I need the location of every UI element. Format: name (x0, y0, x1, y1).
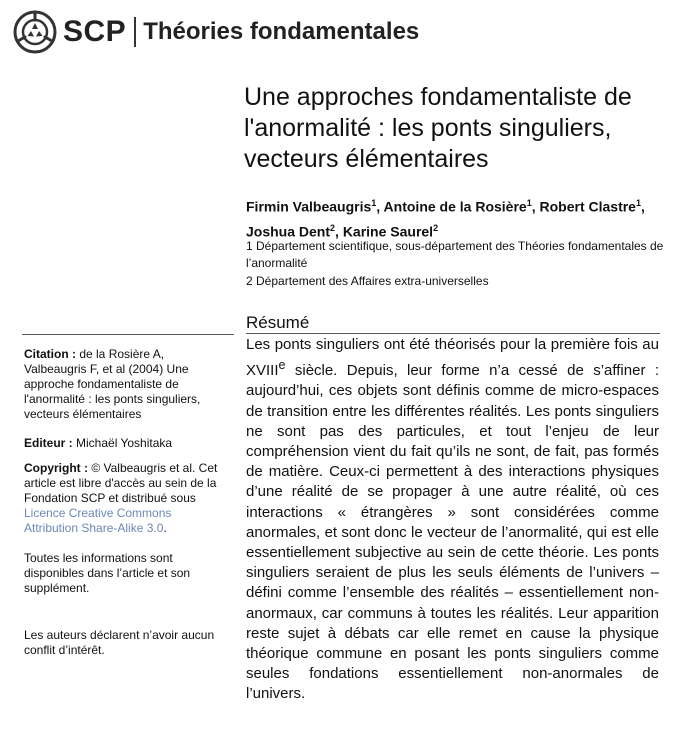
header-separator (134, 17, 136, 47)
copyright-block (24, 461, 224, 536)
editor-name: Michaël Yoshitaka (72, 436, 173, 450)
abstract-text-part: siècle. Depuis, leur forme n’a cessé de s’affiner : aujourd’hui, ces objets sont définis comme de micro-espaces de transition entre les différentes réalités. Les ponts singuliers ne sont pas des particules, et tout l’enjeu de leur compréhension vient du fait qu’ils ne sont, de fait, pas formés de matière. Ceux-ci permettent à des interactions physiques d’une réalité de se propager à une autre réalité, où ces interactions « étrangères » sont considérées comme anormales, et sont donc le vecteur de l’anormalité, qui est elle essentiellement subjective au sein de cette théorie. Les ponts singuliers seraient de plus les seuls éléments de l’univers – défini comme l’ensemble des réalités – essentiellement non-anormaux, car communs à toutes les réalités. Leur apparition reste sujet à débats car elle remet en cause la physique théorique commune en posant les ponts singuliers comme seules fondations essentiellement non-anormales de l’univers. (246, 362, 659, 703)
citation-block (24, 347, 224, 422)
sidebar-divider (22, 334, 234, 335)
century-superscript: e (278, 358, 286, 373)
abstract-divider (246, 333, 660, 334)
citation-label: Citation : (24, 347, 76, 361)
article-title: Une approches fondamentaliste de l'anormalité : les ponts singuliers, vecteurs élémentaires (244, 83, 632, 173)
author-name: Robert Clastre (539, 198, 636, 215)
scp-logo-icon (13, 10, 57, 54)
abstract-text (246, 335, 659, 705)
author-name: Firmin Valbeaugris (246, 198, 372, 215)
author-affiliation: 2 (330, 222, 336, 233)
author-affiliation: 1 (371, 198, 377, 208)
license-link[interactable]: Licence Creative Commons Attribution Share-Alike 3.0 (24, 506, 172, 535)
affiliation-item: 2 Département des Affaires extra-universelles (246, 274, 489, 288)
author-name: Karine Saurel (342, 223, 434, 240)
affiliations (246, 238, 666, 291)
author-affiliation: 2 (433, 222, 439, 233)
author-affiliation: 1 (635, 198, 641, 208)
conflict-note: Les auteurs déclarent n’avoir aucun conflit d’intérêt. (24, 628, 215, 657)
site-header (13, 10, 419, 54)
copyright-end: . (163, 521, 167, 535)
author-name: Joshua Dent (246, 223, 331, 240)
copyright-text: © Valbeaugris et al. Cet article est libre d'accès au sein de la Fondation SCP et distribué sous (24, 461, 218, 505)
author-affiliation: 1 (526, 198, 532, 208)
editor-block (24, 436, 224, 451)
author-name: Antoine de la Rosière (383, 198, 527, 215)
author-list: Firmin Valbeaugris$^1$, Antoine de la Rosière$^1$, Robert Clastre$^1$, Joshua Dent$^2$, Karine Saurel$^2$ (246, 198, 645, 240)
editor-label: Editeur : (24, 436, 73, 450)
copyright-label: Copyright : (24, 461, 88, 475)
brand-name[interactable]: SCP (63, 15, 127, 48)
affiliation-item: 1 Département scientifique, sous-département des Théories fondamentales de l’anormalité (246, 239, 664, 270)
abstract-text-part: Les ponts singuliers ont été théorisés pour la première fois au XVIII (246, 336, 659, 380)
availability-note: Toutes les informations sont disponibles dans l’article et son supplément. (24, 551, 191, 595)
section-title: Théories fondamentales (143, 18, 420, 45)
citation-text: de la Rosière A, Valbeaugris F, et al (2004) Une approche fondamentaliste de l'anormalité : les ponts singuliers, vecteurs élémentaires (24, 347, 201, 421)
abstract-heading: Résumé (246, 313, 310, 332)
